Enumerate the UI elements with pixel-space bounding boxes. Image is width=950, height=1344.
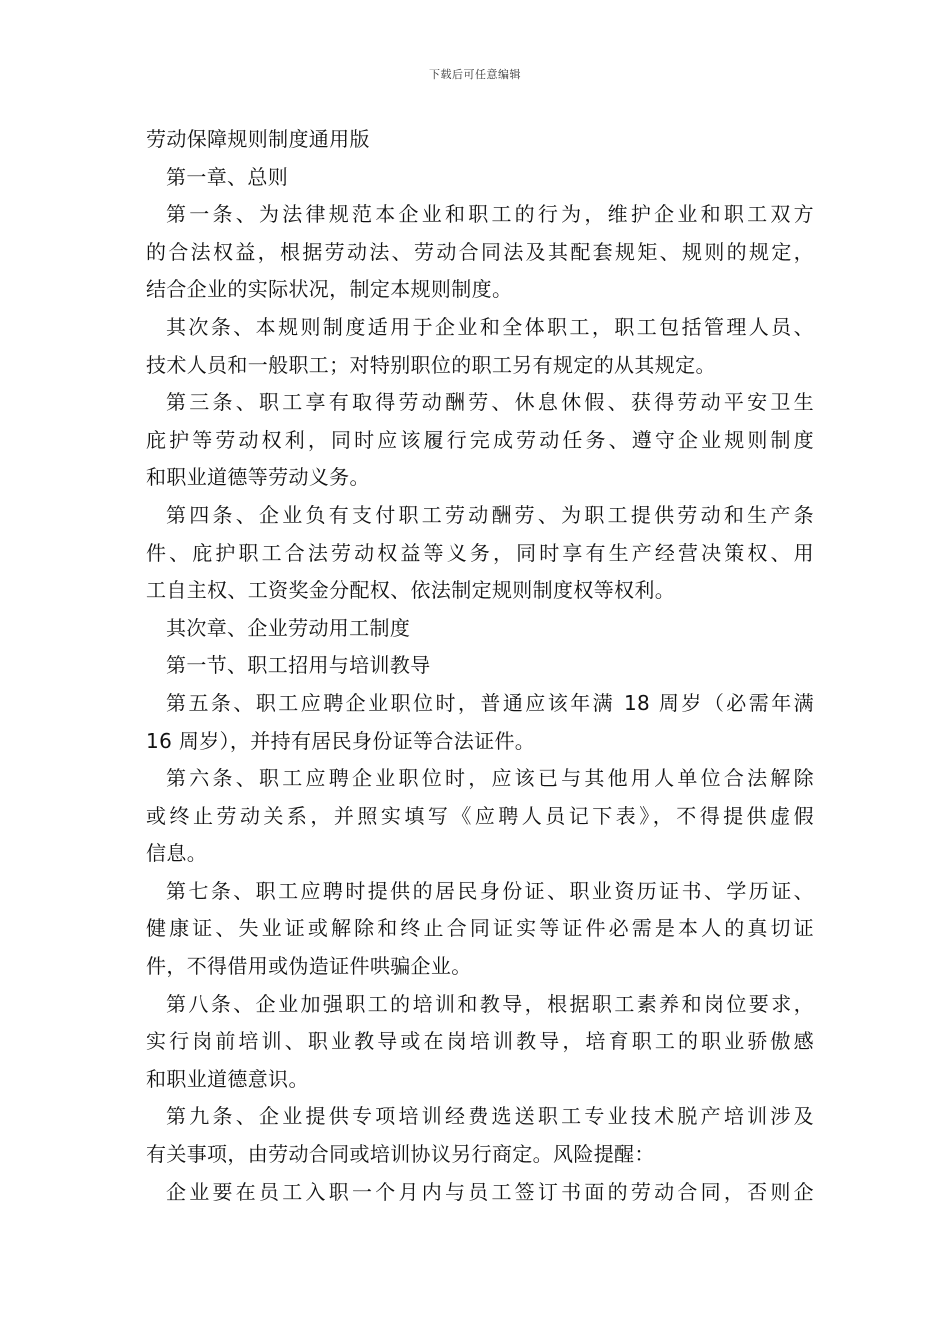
- text-line: 结合企业的实际状况，制定本规则制度。: [146, 277, 513, 302]
- text-line: 第一节、职工招用与培训教导: [166, 653, 431, 678]
- text-line: 有关事项，由劳动合同或培训协议另行商定。风险提醒：: [146, 1142, 655, 1167]
- text-line: 件、庇护职工合法劳动权益等义务，同时享有生产经营决策权、用: [146, 540, 814, 565]
- text-line: 实行岗前培训、职业教导或在岗培训教导，培育职工的职业骄傲感: [146, 1029, 814, 1054]
- text-line: 其次条、本规则制度适用于企业和全体职工，职工包括管理人员、: [166, 314, 814, 339]
- text-line: 庇护等劳动权利，同时应该履行完成劳动任务、遵守企业规则制度: [146, 427, 814, 452]
- text-line: 其次章、企业劳动用工制度: [166, 615, 411, 640]
- text-line: 第一条、为法律规范本企业和职工的行为，维护企业和职工双方: [166, 202, 814, 227]
- text-line: 技术人员和一般职工；对特别职位的职工另有规定的从其规定。: [146, 352, 716, 377]
- text-line: 第一章、总则: [166, 164, 289, 189]
- text-line: 信息。: [146, 841, 208, 866]
- text-line: 健康证、失业证或解除和终止合同证实等证件必需是本人的真切证: [146, 916, 814, 941]
- text-line: 第四条、企业负有支付职工劳动酬劳、为职工提供劳动和生产条: [166, 502, 814, 527]
- text-line: 企业要在员工入职一个月内与员工签订书面的劳动合同，否则企: [166, 1179, 814, 1204]
- text-line: 第七条、职工应聘时提供的居民身份证、职业资历证书、学历证、: [166, 878, 814, 903]
- text-line: 劳动保障规则制度通用版: [146, 127, 370, 151]
- text-line: 第八条、企业加强职工的培训和教导，根据职工素养和岗位要求，: [166, 991, 814, 1016]
- text-line: 件，不得借用或伪造证件哄骗企业。: [146, 954, 472, 979]
- text-line: 或终止劳动关系，并照实填写《应聘人员记下表》，不得提供虚假: [146, 803, 814, 828]
- text-line: 第三条、职工享有取得劳动酬劳、休息休假、获得劳动平安卫生: [166, 390, 814, 415]
- text-line: 16 周岁），并持有居民身份证等合法证件。: [146, 728, 536, 753]
- text-line: 第九条、企业提供专项培训经费选送职工专业技术脱产培训涉及: [166, 1104, 814, 1129]
- text-line: 第五条、职工应聘企业职位时，普通应该年满 18 周岁（必需年满: [166, 690, 814, 715]
- document-body: [146, 121, 814, 1211]
- text-line: 第六条、职工应聘企业职位时，应该已与其他用人单位合法解除: [166, 766, 814, 791]
- text-line: 和职业道德等劳动义务。: [146, 465, 370, 490]
- text-line: 的合法权益，根据劳动法、劳动合同法及其配套规矩、规则的规定，: [146, 239, 814, 264]
- text-line: 和职业道德意识。: [146, 1066, 309, 1091]
- text-line: 工自主权、工资奖金分配权、依法制定规则制度权等权利。: [146, 578, 676, 603]
- page-header: 下载后可任意编辑: [429, 68, 521, 81]
